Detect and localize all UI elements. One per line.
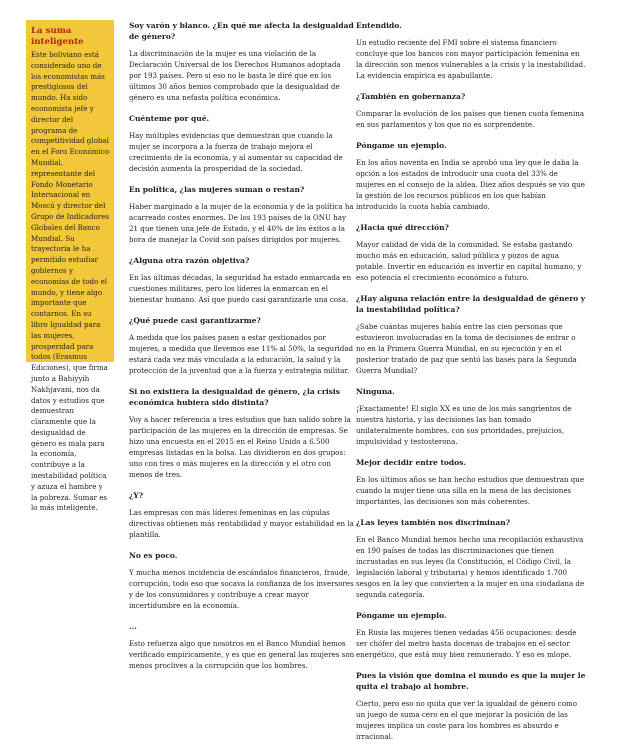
question-heading: ... bbox=[129, 622, 137, 631]
question-heading: Póngame un ejemplo. bbox=[356, 611, 447, 620]
answer-paragraph: En los años noventa en India se aprobó una ley que le daba la opción a los estados de introducir una cuota del 33% de mujeres en el consejo de la aldea. Diez años después se vio que la gestión de los recursos públicos en los que habían introducido la cuota había cambiado. bbox=[356, 158, 585, 211]
sidebar-box bbox=[26, 20, 114, 513]
answer-paragraph: Las empresas con más líderes femeninas en las cúpulas directivas obtienen más rentabilidad y mayor estabilidad en la plantilla. bbox=[129, 508, 354, 539]
question-heading: Pues la visión que domina el mundo es que la mujer le quita el trabajo al hombre. bbox=[356, 671, 586, 691]
question-heading: Si no existiera la desigualdad de género, ¿la crisis económica hubiera sido distinta? bbox=[129, 387, 340, 407]
question-heading: ¿Y? bbox=[129, 491, 144, 500]
article-column-1 bbox=[129, 20, 355, 681]
answer-paragraph: En el Banco Mundial hemos hecho una recopilación exhaustiva en 190 países de todas las discriminaciones que tienen incrustadas en sus leyes (la Constitución, el Código Civil, la legislación laboral y tributaria) y hemos identificado 1.700 sesgos en la ley que convierten a la mujer en una ciudadana de segunda categoría. bbox=[356, 535, 585, 599]
answer-paragraph: Mayor calidad de vida de la comunidad. Se estaba gastando mucho más en educación, salud pública y pozos de agua potable. Invertir en educación es invertir en capital humano, y eso potencia el crecimiento económico a futuro. bbox=[356, 240, 582, 282]
answer-paragraph: Voy a hacer referencia a tres estudios que han salido sobre la participación de las mujeres en la dirección de empresas. Se hizo una encuesta en el 2015 en el Reino Unido a 6.500 empresas listadas en la bolsa. Las dividieron en dos grupos: uno con tres o más mujeres en la dirección y el otro con menos de tres. bbox=[129, 415, 351, 479]
question-heading: Mejor decidir entre todos. bbox=[356, 458, 467, 467]
question-heading: En política, ¿las mujeres suman o restan? bbox=[129, 185, 305, 194]
question-heading: Ninguna. bbox=[356, 387, 395, 396]
answer-paragraph: En los últimos años se han hecho estudios que demuestran que cuando la mujer tiene una silla en la mesa de las decisiones importantes, las decisiones son más coherentes. bbox=[356, 475, 585, 506]
answer-paragraph: La discriminación de la mujer es una violación de la Declaración Universal de los Derechos Humanos adoptada por 193 países. Pero si eso no le basta le diré que en los últimos 30 años hemos comprobado que la desigualdad de género es una nefasta política económica. bbox=[129, 49, 341, 102]
answer-paragraph: Cierto, pero eso no quita que ver la igualdad de género como un juego de suma cero en el que mejorar la posición de las mujeres implica un coste para los hombres es absurdo e irracional. bbox=[356, 699, 578, 741]
answer-paragraph: A medida que los países pasen a estar gestionados por mujeres, a medida que llevemos ese 11% al 50%, la seguridad estará cada vez más vinculada a la educación, la salud y la protección de la juventud que a la fuerza y estrategia militar. bbox=[129, 333, 354, 375]
answer-paragraph: En Rusia las mujeres tienen vedadas 456 ocupaciones: desde ser chófer del metro hasta docenas de trabajos en el sector energético, que está muy bien remunerado. Y eso es mlope. bbox=[356, 628, 577, 659]
question-heading: Soy varón y blanco. ¿En qué me afecta la desigualdad de género? bbox=[129, 21, 354, 41]
answer-paragraph: ¿Sabe cuántas mujeres había entre las cien personas que estuvieron involucradas en la toma de decisiones de entrar o no en la Primera Guerra Mundial, en su ejecución y en el posterior tratado de paz que sentó las bases para la Segunda Guerra Mundial? bbox=[356, 322, 577, 375]
answer-paragraph: Esto refuerza algo que nosotros en el Banco Mundial hemos verificado empíricamente, y es que en general las mujeres son menos proclives a la corrupción que los hombres. bbox=[129, 639, 355, 670]
sidebar-bio: Este boliviano está considerado uno de los economistas más prestigiosos del mundo. Ha sido economista jefe y director del programa de competitividad global en el Foro Económico Mundial, representante del Fondo Monetario Internacional en Moscú y director del Grupo de Indicadores Globales del Banco Mundial. Su trayectoria le ha permitido estudiar gobiernos y economías de todo el mundo, y tiene algo importante que contarnos. En su libro Igualdad para las mujeres, prosperidad para todos (Erasmus Ediciones), que firma junto a Bahiyyih Nakhjavani, nos da datos y estudios que demuestran claramente que la desigualdad de género es mala para la economía, contribuye a la inestabilidad política y azuza el hambre y la pobreza. Sumar es lo más inteligente. bbox=[31, 50, 110, 513]
sidebar-title: La suma inteligente bbox=[31, 26, 84, 47]
question-heading: ¿Alguna otra razón objetiva? bbox=[129, 256, 250, 265]
question-heading: Póngame un ejemplo. bbox=[356, 141, 447, 150]
answer-paragraph: ¡Exactamente! El siglo XX es uno de los más sangrientos de nuestra historia, y las decisiones las han tomado unilateralmente hombres, con sus prioridades, prejuicios, impulsividad y testosterona. bbox=[356, 404, 572, 446]
answer-paragraph: Y mucha menos incidencia de escándalos financieros, fraude, corrupción, todo eso que socava la confianza de los inversores y de los consumidores y contribuye a crear mayor incertidumbre en la economía. bbox=[129, 568, 354, 610]
question-heading: ¿Hay alguna relación entre la desigualdad de género y la inestabilidad política? bbox=[356, 294, 586, 314]
question-heading: ¿También en gobernanza? bbox=[356, 92, 466, 101]
answer-paragraph: Un estudio reciente del FMI sobre el sistema financiero concluye que los bancos con mayor participación femenina en la dirección son menos vulnerables a la crisis y la inestabilidad. La evidencia empírica es apabullante. bbox=[356, 38, 586, 80]
answer-paragraph: En las últimas décadas, la seguridad ha estado enmarcada en cuestiones militares, pero los líderes la enmarcan en el bienestar humano. Así que puedo casi garantizarle una cosa. bbox=[129, 273, 352, 304]
answer-paragraph: Hay múltiples evidencias que demuestran que cuando la mujer se incorpora a la fuerza de trabajo mejora el crecimiento de la economía, y al aumentar su capacidad de decisión aumenta la prosperidad de la sociedad. bbox=[129, 131, 343, 173]
question-heading: Cuénteme por qué. bbox=[129, 114, 210, 123]
question-heading: ¿Hacia qué dirección? bbox=[356, 223, 449, 232]
question-heading: Entendido. bbox=[356, 21, 402, 30]
answer-paragraph: Haber marginado a la mujer de la economía y de la política ha acarreado costes enormes. De los 193 países de la ONU hay 21 que tienen una jefe de Estado, y el 40% de los éxitos a la hora de manejar la Covid son países dirigidos por mujeres. bbox=[129, 202, 354, 244]
question-heading: No es poco. bbox=[129, 551, 178, 560]
answer-paragraph: Comparar la evolución de los países que tienen cuota femenina en sus parlamentos y los que no es sorprendente. bbox=[356, 109, 585, 129]
question-heading: ¿Qué puede casi garantizarme? bbox=[129, 316, 261, 325]
article-column-2 bbox=[356, 20, 586, 752]
question-heading: ¿Las leyes también nos discriminan? bbox=[356, 518, 511, 527]
